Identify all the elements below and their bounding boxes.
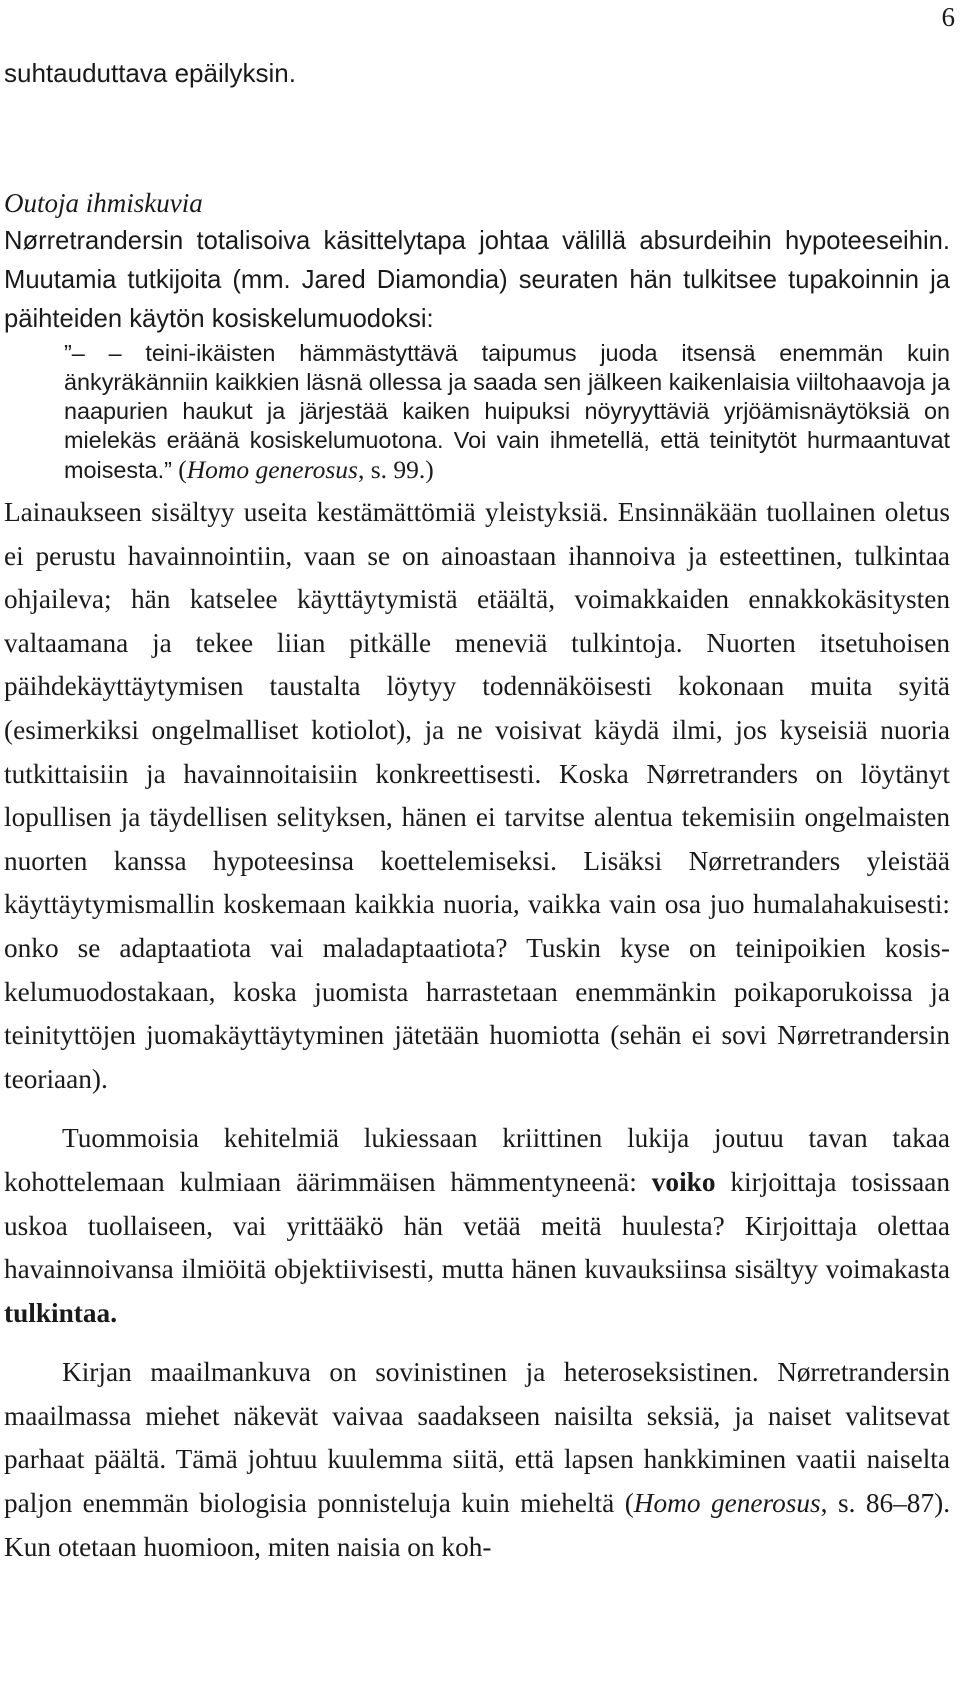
body-paragraph-1: Lainaukseen sisältyy useita kestämättömiä yleistyksiä. Ensinnäkään tuollainen oletus ei perustu havainnointiin, vaan se on ainoastaan ihannoiva ja esteettinen, tulkintaa ohjaileva; hän katselee käyttäytymistä etäältä, voimakkaiden ennakkokäsitysten valtaamana ja tekee liian pitkälle meneviä tulkintoja. Nuorten itsetuhoisen päihdekäyttäytymisen taustalta löytyy todennäköisesti kokonaan muita syitä (esimerkiksi ongelmalliset kotiolot), ja ne voisivat käydä ilmi, jos kyseisiä nuoria tutkittaisiin ja havainnoitaisiin konkreettisesti. Koska Nørretranders on löytänyt lopullisen ja täydellisen selityksen, hänen ei tarvitse alentua tekemisiin ongelmaisten nuorten kanssa hypoteesinsa koettelemiseksi. Lisäksi Nørretranders yleistää käyttäytymismallin koskemaan kaikkia nuoria, vaikka vain osa juo humalahakuisesti: onko se adaptaatiota vai maladaptaatiota? Tuskin kyse on teinipoikien kosiskelumuodostakaan, koska juomista harrastetaan enemmänkin poikaporukoissa ja teinityttöjen juomakäyttäytyminen jätetään huomiotta (sehän ei sovi Nørretrandersin teoriaan). bbox=[4, 497, 950, 1094]
quote-cite-rest: , s. 99.) bbox=[357, 455, 434, 484]
paragraph-2-text-2: kirjoittaja tosissaan uskoa tuollaiseen, vai yrittääkö hän vetää meitä huulesta? Kirjoittaja olettaa havainnoivansa ilmiöitä objektiivisesti, mutta hänen kuvauksiinsa sisältyy voimakasta bbox=[4, 1166, 950, 1285]
page-number: 6 bbox=[941, 2, 955, 32]
paragraph-3-italic-1: Homo generosus bbox=[633, 1488, 821, 1519]
section-heading: Outoja ihmiskuvia bbox=[4, 188, 203, 218]
quote-cite-open: ( bbox=[171, 455, 187, 484]
sans-paragraph: Nørretrandersin totalisoiva käsittelytapa johtaa välillä absurdeihin hypoteeseihin. Muutamia tutkijoita (mm. Jared Diamondia) seuraten hän tulkitsee tupakoinnin ja päihteiden käytön kosiskelumuodoksi: bbox=[4, 227, 950, 333]
page-content bbox=[4, 54, 950, 1569]
intro-line: suhtauduttava epäilyksin. bbox=[4, 58, 296, 88]
quote-text: ”– – teini-ikäisten hämmästyttävä taipumus juoda itsensä enemmän kuin änkyräkänniin kaikkien läsnä ollessa ja saada sen jälkeen kaikenlaisia viiltohaavoja ja naapurien haukut ja järjestää kaiken huipuksi nöyryyttäviä yrjöämisnäytöksiä on mielekäs eräänä kosiskelumuotona. Voi vain ihmetellä, että teinitytöt hurmaantuvat moisesta.” bbox=[64, 340, 950, 483]
paragraph-2-bold-1: voiko bbox=[651, 1166, 716, 1197]
body-paragraph-2 bbox=[4, 1117, 950, 1335]
paragraph-2-bold-2: tulkintaa. bbox=[4, 1297, 118, 1328]
paragraph-3-text-2: , s. 86–87). Kun otetaan huomioon, miten naisia on koh- bbox=[4, 1488, 951, 1562]
paragraph-3-text-1: Kirjan maailmankuva on sovinistinen ja heteroseksistinen. Nørretrandersin maailmassa miehet näkevät vaivaa saadakseen naisilta seksiä, ja naiset valitsevat parhaat päältä. Tämä johtuu kuulemma siitä, että lapsen hankkiminen vaatii naiselta paljon enemmän biologisia ponnisteluja kuin mieheltä ( bbox=[4, 1357, 950, 1519]
block-quote bbox=[64, 339, 950, 485]
quote-cite-title: Homo generosus bbox=[186, 455, 358, 484]
paragraph-2-text-1: Tuommoisia kehitelmiä lukiessaan kriittinen lukija joutuu tavan takaa kohottelemaan kulmiaan äärimmäisen hämmentyneenä: bbox=[4, 1123, 950, 1197]
body-paragraph-3 bbox=[4, 1351, 950, 1569]
